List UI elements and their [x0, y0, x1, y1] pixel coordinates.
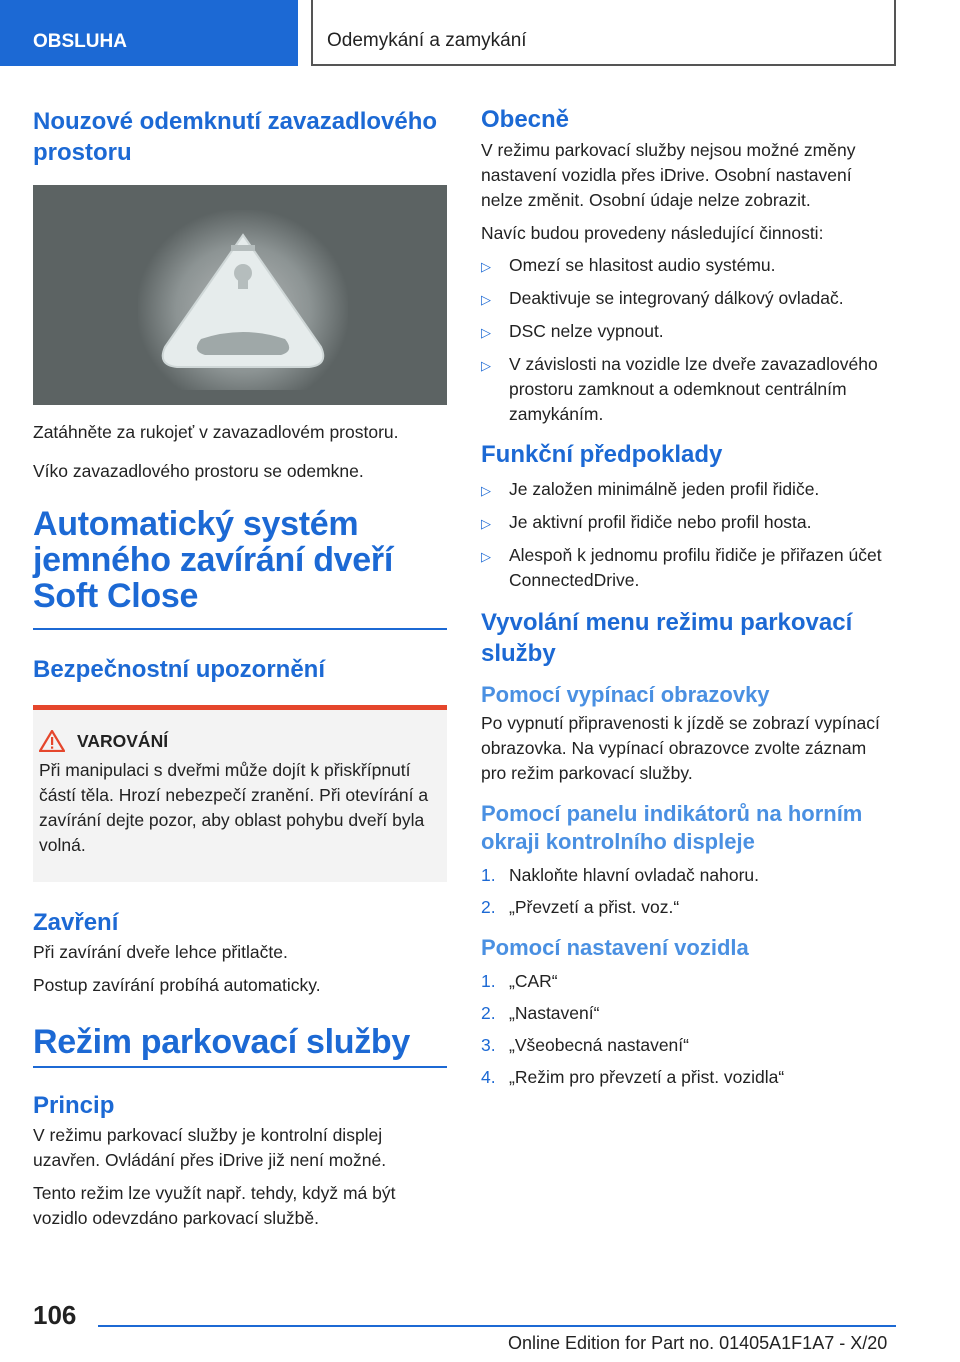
trunk-release-photo	[33, 185, 447, 405]
warning-label: VAROVÁNÍ	[77, 730, 169, 751]
trunk-release-handle-icon	[33, 185, 447, 405]
list-item: ▷ V závislosti na vozidle lze dveře zavazadlového prostoru zamknout a odemknout centrálním zamykáním.	[481, 352, 895, 427]
closing-heading: Zavření	[33, 909, 119, 936]
principle-text-1: V režimu parkovací služby je kontrolní displej uzavřen. Ovládání přes iDrive již není možné.	[33, 1125, 387, 1170]
list-item: ▷ Je založen minimálně jeden profil řidiče.	[481, 477, 895, 503]
emergency-text-1: Zatáhněte za rukojeť v zavazadlovém prostoru.	[33, 422, 399, 442]
list-item: ▷ DSC nelze vypnout.	[481, 319, 895, 345]
list-item: ▷ Alespoň k jednomu profilu řidiče je přiřazen účet ConnectedDrive.	[481, 543, 895, 593]
step-number: 4.	[481, 1067, 496, 1087]
footer-rule	[98, 1325, 896, 1327]
settings-heading: Pomocí nastavení vozidla	[481, 935, 749, 960]
warning-title-row	[39, 730, 435, 752]
edition-note: Online Edition for Part no. 01405A1F1A7 - X/20	[508, 1333, 888, 1353]
step-number: 1.	[481, 865, 496, 885]
prereq-list	[481, 477, 895, 593]
prereq-heading: Funkční předpoklady	[481, 441, 723, 468]
closing-text-2: Postup zavírání probíhá automaticky.	[33, 975, 321, 995]
list-item: ▷ Deaktivuje se integrovaný dálkový ovladač.	[481, 286, 895, 312]
principle-heading: Princip	[33, 1092, 115, 1119]
bullet-triangle-icon: ▷	[481, 549, 491, 564]
warning-box	[33, 705, 447, 882]
step-number: 2.	[481, 897, 496, 917]
list-item: ▷ Je aktivní profil řidiče nebo profil hosta.	[481, 510, 895, 536]
right-column	[481, 100, 895, 1097]
list-item: ▷ Omezí se hlasitost audio systému.	[481, 253, 895, 279]
bullet-triangle-icon: ▷	[481, 259, 491, 274]
menu-heading: Vyvolání menu režimu parkovací služby	[481, 609, 853, 667]
step-number: 3.	[481, 1035, 496, 1055]
panel-steps	[481, 863, 895, 920]
general-text-1: V režimu parkovací služby nejsou možné změny nastavení vozidla přes iDrive. Osobní nastavení nelze změnit. Osobní údaje nelze zobrazit.	[481, 140, 856, 210]
section-tab: OBSLUHA	[0, 0, 298, 66]
chapter-title: Odemykání a zamykání	[311, 0, 896, 66]
step-number: 1.	[481, 971, 496, 991]
page-number: 106	[33, 1300, 77, 1330]
page-header	[0, 0, 960, 66]
heading-rule	[33, 1066, 447, 1068]
list-item: 1. Nakloňte hlavní ovladač nahoru.	[481, 863, 895, 888]
general-text-2: Navíc budou provedeny následující činnosti:	[481, 223, 824, 243]
warning-triangle-icon	[39, 730, 65, 752]
list-item: 1. „CAR“	[481, 969, 895, 994]
softclose-heading: Automatický systém jemného zavírání dveří Soft Close	[33, 505, 393, 615]
list-item: 3. „Všeobecná nastavení“	[481, 1033, 895, 1058]
heading-rule	[33, 628, 447, 630]
closing-text-1: Při zavírání dveře lehce přitlačte.	[33, 942, 288, 962]
list-item: 4. „Režim pro převzetí a přist. vozidla“	[481, 1065, 895, 1090]
off-screen-heading: Pomocí vypínací obrazovky	[481, 682, 770, 707]
safety-heading: Bezpečnostní upozornění	[33, 656, 326, 683]
step-number: 2.	[481, 1003, 496, 1023]
list-item: 2. „Nastavení“	[481, 1001, 895, 1026]
left-column	[33, 100, 447, 1231]
panel-heading: Pomocí panelu indikátorů na horním okraji kontrolního displeje	[481, 801, 863, 854]
general-list	[481, 253, 895, 427]
off-screen-text: Po vypnutí připravenosti k jízdě se zobrazí vypínací obrazovka. Na vypínací obrazovce zvolte záznam pro režim parkovací služby.	[481, 713, 880, 783]
bullet-triangle-icon: ▷	[481, 325, 491, 340]
emergency-text-2: Víko zavazadlového prostoru se odemkne.	[33, 461, 364, 481]
settings-steps	[481, 969, 895, 1090]
emergency-heading: Nouzové odemknutí zavazadlového prostoru	[33, 108, 438, 166]
general-heading: Obecně	[481, 106, 570, 133]
bullet-triangle-icon: ▷	[481, 516, 491, 531]
bullet-triangle-icon: ▷	[481, 358, 491, 373]
principle-text-2: Tento režim lze využít např. tehdy, když má být vozidlo odevzdáno parkovací službě.	[33, 1183, 396, 1228]
warning-text: Při manipulaci s dveřmi může dojít k přiskřípnutí částí těla. Hrozí nebezpečí zranění. Při otevírání a zavírání dejte pozor, aby oblast pohybu dveří byla volná.	[39, 760, 429, 855]
parking-heading: Režim parkovací služby	[33, 1023, 410, 1061]
bullet-triangle-icon: ▷	[481, 292, 491, 307]
list-item: 2. „Převzetí a přist. voz.“	[481, 895, 895, 920]
bullet-triangle-icon: ▷	[481, 483, 491, 498]
